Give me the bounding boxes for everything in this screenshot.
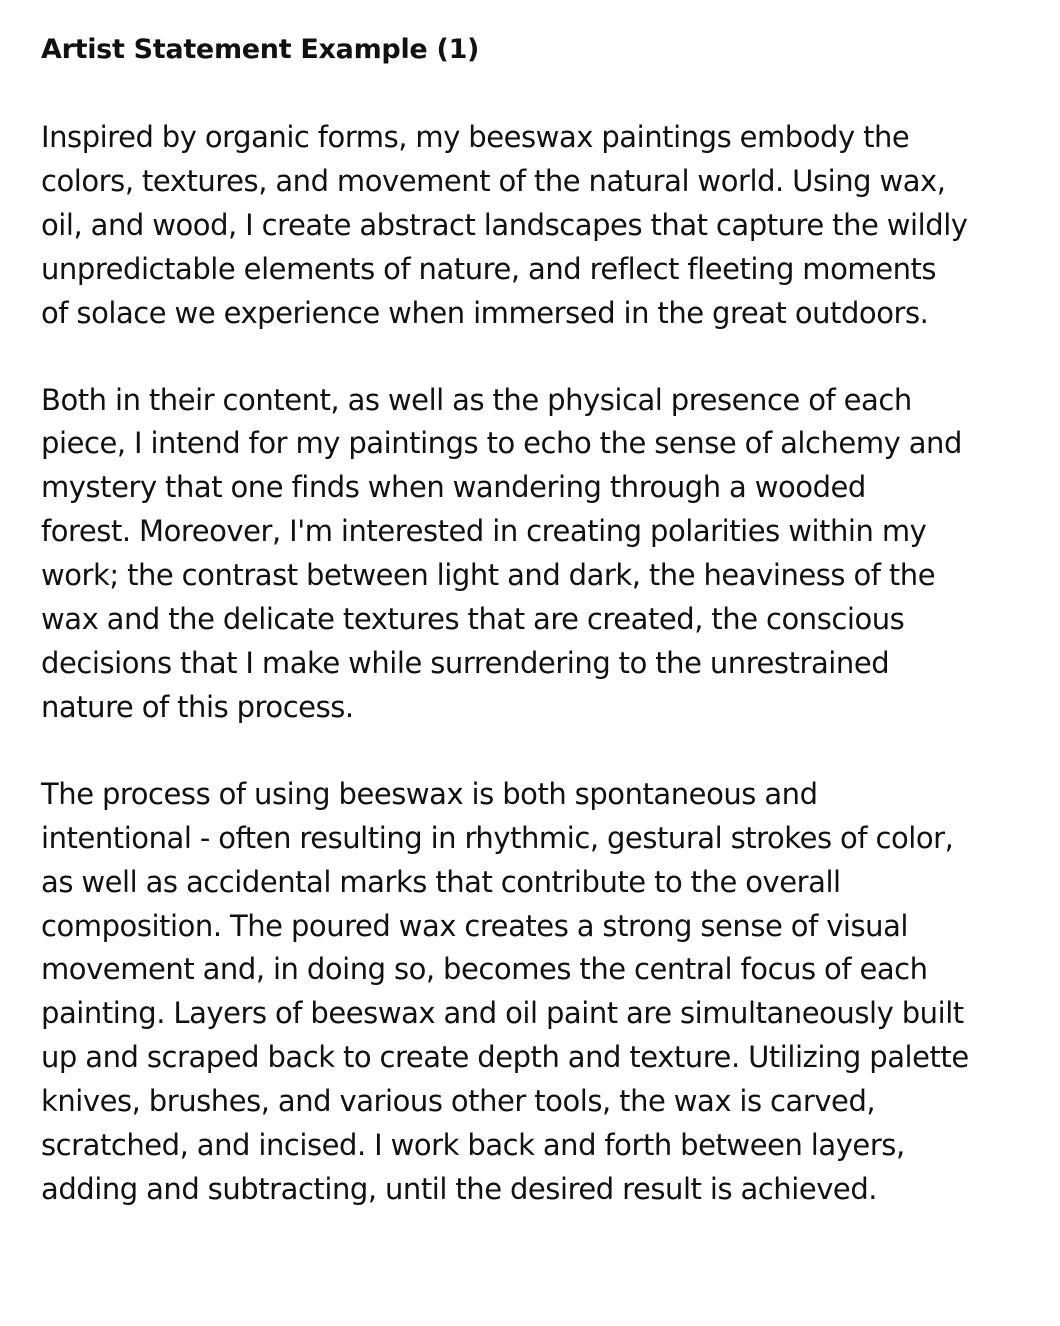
paragraph-line: The process of using beeswax is both spontaneous and [41, 776, 818, 811]
paragraph-line: work; the contrast between light and dark, the heaviness of the [41, 558, 936, 593]
paragraph-line: mystery that one finds when wandering through a wooded [41, 470, 866, 505]
document-title: Artist Statement Example (1) [41, 34, 480, 65]
paragraph-line: piece, I intend for my paintings to echo the sense of alchemy and [41, 426, 962, 461]
paragraph-line: colors, textures, and movement of the natural world. Using wax, [41, 163, 946, 198]
artist-statement-document [41, 28, 1031, 1255]
paragraph-line: adding and subtracting, until the desired result is achieved. [41, 1171, 878, 1206]
paragraph-line: wax and the delicate textures that are created, the conscious [41, 602, 905, 637]
paragraph-line: painting. Layers of beeswax and oil paint are simultaneously built [41, 996, 964, 1031]
paragraph-line: of solace we experience when immersed in the great outdoors. [41, 295, 929, 330]
paragraph-line: unpredictable elements of nature, and reflect fleeting moments [41, 251, 937, 286]
paragraph-line: knives, brushes, and various other tools, the wax is carved, [41, 1084, 876, 1119]
statement-paragraph-3 [41, 773, 1031, 1212]
paragraph-line: decisions that I make while surrendering to the unrestrained [41, 645, 890, 680]
paragraph-line: movement and, in doing so, becomes the central focus of each [41, 952, 928, 987]
paragraph-line: Inspired by organic forms, my beeswax paintings embody the [41, 120, 910, 154]
paragraph-line: as well as accidental marks that contribute to the overall [41, 864, 841, 899]
paragraph-line: Both in their content, as well as the physical presence of each [41, 382, 912, 417]
paragraph-line: up and scraped back to create depth and texture. Utilizing palette [41, 1040, 969, 1075]
paragraph-line: nature of this process. [41, 689, 354, 724]
paragraph-line: composition. The poured wax creates a strong sense of visual [41, 908, 909, 943]
statement-paragraph-2 [41, 379, 1031, 730]
paragraph-line: oil, and wood, I create abstract landscapes that capture the wildly [41, 207, 968, 242]
paragraph-line: scratched, and incised. I work back and forth between layers, [41, 1128, 905, 1163]
statement-paragraph-1 [41, 116, 1031, 336]
paragraph-line: forest. Moreover, I'm interested in creating polarities within my [41, 514, 927, 549]
paragraph-line: intentional - often resulting in rhythmic, gestural strokes of color, [41, 820, 954, 855]
